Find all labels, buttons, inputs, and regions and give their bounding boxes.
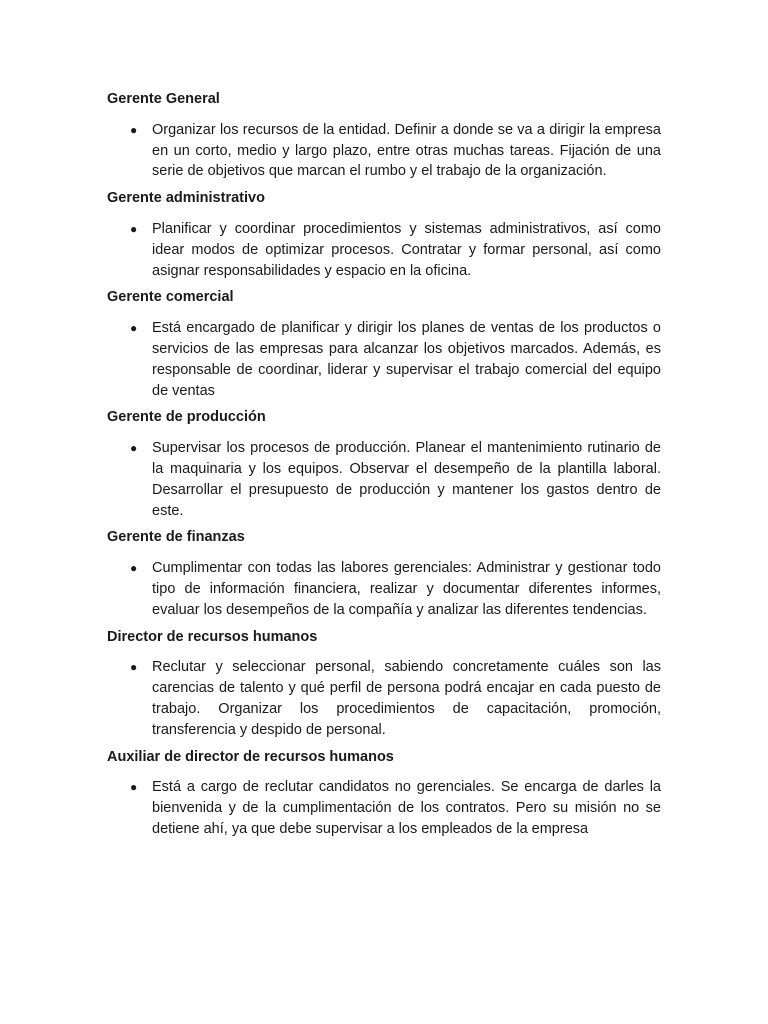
section-heading: Gerente de finanzas	[107, 529, 245, 546]
bullet-text: Supervisar los procesos de producción. Planear el mantenimiento rutinario de la maquinaria y los equipos. Observar el desempeño de la plantilla laboral. Desarrollar el presupuesto de producción y mantener los gastos dentro de este.	[152, 440, 661, 519]
section-gerente-comercial	[107, 287, 661, 401]
section-gerente-finanzas	[107, 527, 661, 620]
section-heading: Gerente de producción	[107, 409, 266, 426]
bullet-item	[107, 777, 661, 839]
section-gerente-produccion	[107, 407, 661, 521]
section-heading: Gerente administrativo	[107, 190, 265, 207]
bullet-text: Está a cargo de reclutar candidatos no gerenciales. Se encarga de darles la bienvenida y de la cumplimentación de los contratos. Pero su misión no se detiene ahí, ya que debe supervisar a los empleados de la empresa	[152, 779, 661, 837]
bullet-text: Reclutar y seleccionar personal, sabiendo concretamente cuáles son las carencias de talento y qué perfil de persona podrá encajar en cada puesto de trabajo. Organizar los procedimientos de capacitación, promoción, transferencia y despido de personal.	[152, 659, 661, 738]
bullet-icon: ●	[130, 561, 138, 576]
bullet-item	[107, 438, 661, 521]
bullet-item	[107, 120, 661, 182]
bullet-icon: ●	[130, 221, 138, 236]
bullet-item	[107, 558, 661, 620]
bullet-icon: ●	[130, 321, 138, 336]
bullet-text: Planificar y coordinar procedimientos y sistemas administrativos, así como idear modos de optimizar procesos. Contratar y formar personal, así como asignar responsabilidades y espacio en la oficina.	[152, 220, 661, 279]
bullet-text: Está encargado de planificar y dirigir los planes de ventas de los productos o servicios de las empresas para alcanzar los objetivos marcados. Además, es responsable de coordinar, liderar y supervisar el trabajo comercial del equipo de ventas	[152, 320, 661, 399]
section-heading: Gerente General	[107, 91, 220, 107]
bullet-icon: ●	[130, 122, 138, 137]
section-gerente-general	[107, 89, 661, 182]
section-heading: Auxiliar de director de recursos humanos	[107, 748, 394, 765]
bullet-item	[107, 318, 661, 401]
section-gerente-administrativo	[107, 188, 661, 281]
section-auxiliar-rrhh	[107, 747, 661, 840]
bullet-icon: ●	[130, 780, 138, 795]
bullet-item	[107, 219, 661, 281]
bullet-icon: ●	[130, 660, 138, 675]
section-heading: Gerente comercial	[107, 289, 234, 306]
section-director-rrhh	[107, 627, 661, 741]
bullet-text: Cumplimentar con todas las labores gerenciales: Administrar y gestionar todo tipo de información financiera, realizar y documentar diferentes informes, evaluar los desempeños de la compañía y analizar las diferentes tendencias.	[152, 560, 661, 618]
section-heading: Director de recursos humanos	[107, 628, 318, 645]
bullet-item	[107, 657, 661, 740]
bullet-text: Organizar los recursos de la entidad. Definir a donde se va a dirigir la empresa en un corto, medio y largo plazo, entre otras muchas tareas. Fijación de una serie de objetivos que marcan el rumbo y el trabajo de la organización.	[152, 121, 661, 180]
bullet-icon: ●	[130, 441, 138, 456]
